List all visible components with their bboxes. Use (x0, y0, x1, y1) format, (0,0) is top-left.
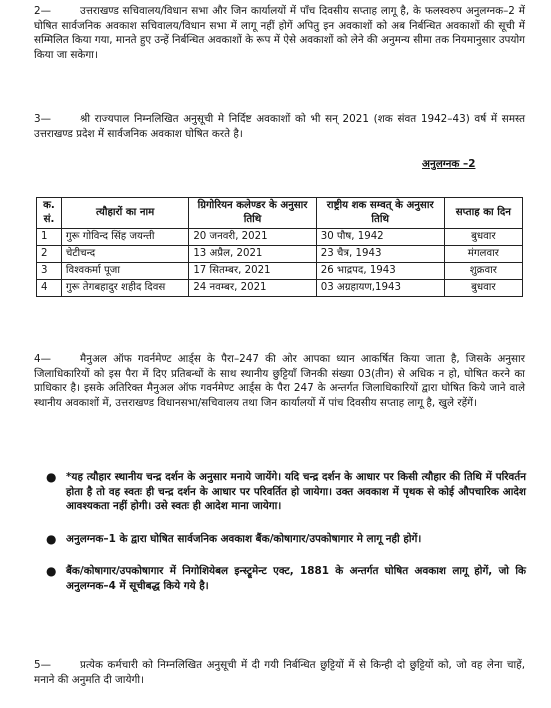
paragraph-4 (34, 352, 525, 410)
notes-list (46, 470, 526, 612)
note-text: अनुलग्नक–1 के द्वारा घोषित सार्वजनिक अवकाश बैंक/कोषागार/उपकोषागार मे लागू नही होगें। (66, 532, 422, 545)
list-item (46, 470, 526, 514)
table-row (37, 280, 523, 297)
note-text: बैंक/कोषागार/उपकोषागार में निगोशियेबल इन्स्ट्रूमेन्ट एक्ट, 1881 के अन्तर्गत घोषित अवकाश लागू होगें, जो कि अनुलग्नक–4 में सूचीबद्ध किये गये है। (66, 565, 526, 592)
paragraph-3 (34, 112, 525, 141)
header-festival-name: त्यौहारों का नाम (61, 198, 188, 229)
cell-saka-date: 03 अग्रहायण,1943 (316, 280, 444, 297)
paragraph-3-text: श्री राज्यपाल निम्नलिखित अनुसूची मे निर्दिष्ट अवकाशों को भी सन् 2021 (शक संवत 1942–43) वर्ष में समस्त उत्तराखण्ड प्रदेश में सार्वजनिक अवकाश घोषित करते है। (34, 113, 525, 140)
cell-festival-name: विश्वकर्मा पूजा (61, 263, 188, 280)
cell-weekday: बुधवार (444, 229, 522, 246)
header-serial: क. सं. (37, 198, 62, 229)
cell-saka-date: 23 चैत्र, 1943 (316, 246, 444, 263)
cell-festival-name: गुरू तेगबहादुर शहीद दिवस (61, 280, 188, 297)
cell-festival-name: चेटीचन्द (61, 246, 188, 263)
cell-weekday: बुधवार (444, 280, 522, 297)
bullet-icon: ● (46, 531, 57, 546)
paragraph-3-number: 3— (34, 113, 52, 125)
cell-saka-date: 30 पौष, 1942 (316, 229, 444, 246)
list-item (46, 531, 526, 547)
list-item (46, 564, 526, 593)
cell-gregorian-date: 13 अप्रैल, 2021 (189, 246, 316, 263)
paragraph-5 (34, 658, 525, 687)
header-saka-date: राष्ट्रीय शक सम्वत् के अनुसार तिथि (316, 198, 444, 229)
table-row (37, 229, 523, 246)
cell-weekday: शुक्रवार (444, 263, 522, 280)
paragraph-2-text: उत्तराखण्ड सचिवालय/विधान सभा और जिन कार्यालयों में पाँच दिवसीय सप्ताह लागू है, के फलस्वरुप अनुलग्नक–2 में घोषित सार्वजनिक अवकाश सचिवालय/विधान सभा में लागू नहीं होगें अपितु इन अवकाशों को अब निर्बन्धित अवकाशों की सूची में सम्मिलित किया गया, मानते हुए उन्हें निर्बन्धित अवकाशों के रूप में ऐसे अवकाशों को लेने की अनुमन्य सीमा तक नियमानुसार उपयोग किया जा सकेगा। (34, 5, 525, 61)
table-header-row (37, 198, 523, 229)
paragraph-4-number: 4— (34, 353, 52, 365)
holiday-table (36, 197, 523, 297)
bullet-icon: ● (46, 564, 57, 579)
cell-gregorian-date: 17 सितम्बर, 2021 (189, 263, 316, 280)
cell-serial: 4 (37, 280, 62, 297)
annex-label: अनुलग्नक –2 (422, 158, 476, 170)
paragraph-5-number: 5— (34, 659, 52, 671)
paragraph-5-text: प्रत्येक कर्मचारी को निम्नलिखित अनुसूची में दी गयी निर्बन्धित छुट्टियों में से किन्ही दो छुट्टियों को, जो वह लेना चाहें, मनाने की अनुमति दी जायेगी। (34, 659, 525, 686)
table-row (37, 263, 523, 280)
cell-festival-name: गुरू गोविन्द सिंह जयन्ती (61, 229, 188, 246)
paragraph-2 (34, 4, 525, 62)
table-row (37, 246, 523, 263)
paragraph-2-number: 2— (34, 5, 52, 17)
cell-saka-date: 26 भाद्रपद, 1943 (316, 263, 444, 280)
cell-gregorian-date: 24 नवम्बर, 2021 (189, 280, 316, 297)
header-gregorian-date: ग्रिगोरियन कलेण्डर के अनुसार तिथि (189, 198, 316, 229)
cell-serial: 3 (37, 263, 62, 280)
cell-gregorian-date: 20 जनवरी, 2021 (189, 229, 316, 246)
cell-serial: 2 (37, 246, 62, 263)
bullet-icon: ● (46, 470, 57, 484)
cell-weekday: मंगलवार (444, 246, 522, 263)
paragraph-4-text: मैनुअल ऑफ गवर्नमेण्ट आर्ड्स के पैरा–247 की ओर आपका ध्यान आकर्षित किया जाता है, जिसके अनुसार जिलाधिकारियों को इस पैरा में दिए प्रतिबन्धों के साथ स्थानीय छुट्टियाँ जिनकी संख्या 03(तीन) से अधिक न हो, घोषित करने का प्राधिकार है। इसके अतिरिक्त मैनुअल ऑफ गवर्नमेण्ट आर्ड्स के पैरा 247 के अन्तर्गत जिलाधिकारियों द्वारा घोषित किये जाने वाले स्थानीय अवकाशों में, उत्तराखण्ड विधानसभा/सचिवालय तथा जिन कार्यालयों में पांच दिवसीय सप्ताह लागू है, खुले रहेंगें। (34, 353, 525, 409)
note-text: *यह त्यौहार स्थानीय चन्द्र दर्शन के अनुसार मनाये जायेंगे। यदि चन्द्र दर्शन के आधार पर किसी त्यौहार की तिथि में परिवर्तन होता है तो वह स्वतः ही चन्द्र दर्शन के आधार पर परिवर्तित हो जायेगा। उक्त अवकाश में पृथक से कोई औपचारिक आदेश आवश्यकता नहीं होगी। उसे स्वतः ही आदेश माना जायेगा। (66, 471, 526, 513)
cell-serial: 1 (37, 229, 62, 246)
header-weekday: सप्ताह का दिन (444, 198, 522, 229)
